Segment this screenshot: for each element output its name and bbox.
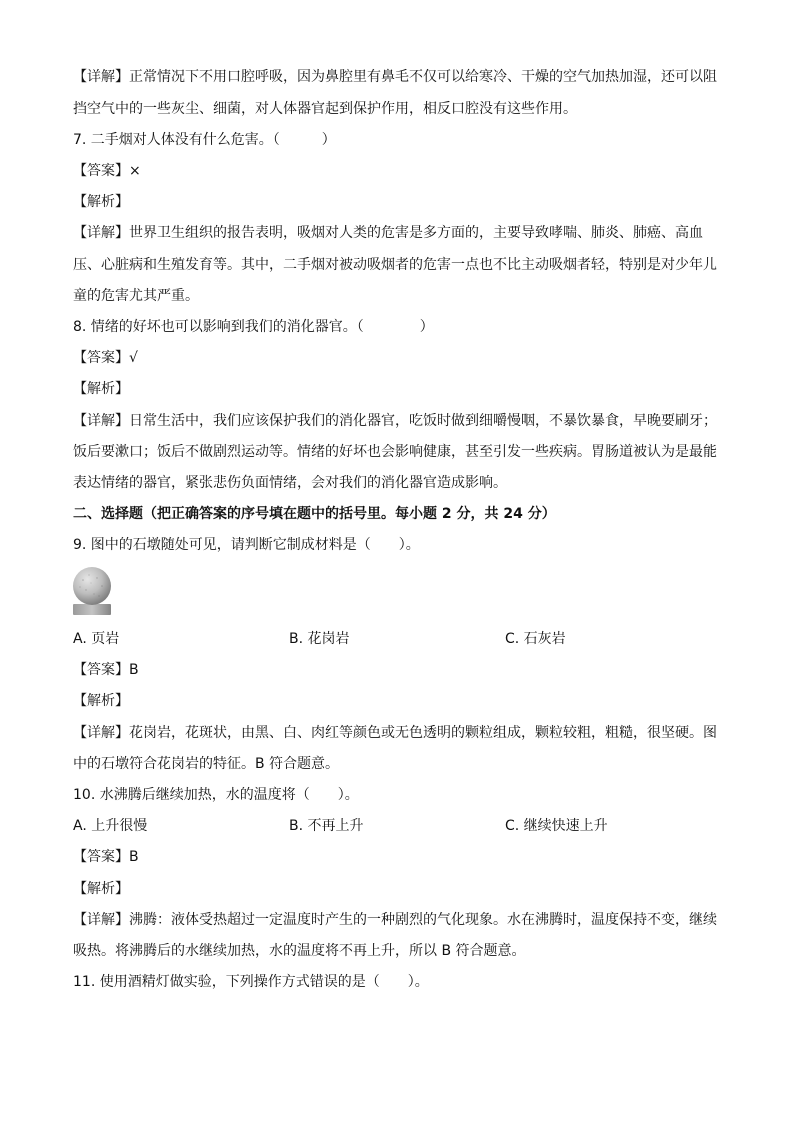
detail-line: 童的危害尤其严重。 (73, 288, 199, 304)
analysis-label: 【解析】 (73, 693, 129, 709)
detail-line: 【详解】日常生活中，我们应该保护我们的消化器官，吃饭时做到细嚼慢咽，不暴饮暴食，早晚要刷牙； (73, 413, 717, 429)
detail-line: 中的石墩符合花岗岩的特征。B 符合题意。 (73, 756, 340, 772)
detail-line: 表达情绪的器官，紧张悲伤负面情绪，会对我们的消化器官造成影响。 (73, 475, 507, 491)
analysis-label: 【解析】 (73, 881, 129, 897)
detail-line: 【详解】沸腾：液体受热超过一定温度时产生的一种剧烈的气化现象。水在沸腾时，温度保持不变，继续 (73, 912, 717, 928)
detail-line: 【详解】正常情况下不用口腔呼吸，因为鼻腔里有鼻毛不仅可以给寒冷、干燥的空气加热加湿，还可以阻 (73, 69, 717, 85)
detail-line: 饭后要漱口；饭后不做剧烈运动等。情绪的好坏也会影响健康，甚至引发一些疾病。胃肠道被认为是最能 (73, 444, 717, 460)
detail-line: 【详解】花岗岩，花斑状，由黑、白、肉红等颜色或无色透明的颗粒组成，颗粒较粗，粗糙，很坚硬。图 (73, 725, 717, 741)
answer-8: 【答案】√ (73, 350, 138, 366)
option-a: A. 页岩 (73, 631, 120, 647)
question-9: 9. 图中的石墩随处可见，请判断它制成材料是（ ）。 (73, 537, 420, 553)
question-11: 11. 使用酒精灯做实验，下列操作方式错误的是（ ）。 (73, 974, 429, 990)
option-c: C. 石灰岩 (505, 631, 566, 647)
detail-line: 挡空气中的一些灰尘、细菌，对人体器官起到保护作用，相反口腔没有这些作用。 (73, 101, 577, 117)
question-8: 8. 情绪的好坏也可以影响到我们的消化器官。（ ） (73, 319, 434, 335)
answer-7: 【答案】× (73, 163, 141, 179)
section-heading: 二、选择题（把正确答案的序号填在题中的括号里。每小题 2 分，共 24 分） (73, 506, 556, 522)
option-b: B. 花岗岩 (289, 631, 350, 647)
option-b: B. 不再上升 (289, 818, 364, 834)
answer-9: 【答案】B (73, 662, 139, 678)
analysis-label: 【解析】 (73, 194, 129, 210)
detail-line: 吸热。将沸腾后的水继续加热，水的温度将不再上升，所以 B 符合题意。 (73, 943, 526, 959)
option-c: C. 继续快速上升 (505, 818, 608, 834)
answer-10: 【答案】B (73, 849, 139, 865)
granite-ball-bollard-icon (69, 566, 115, 616)
analysis-label: 【解析】 (73, 381, 129, 397)
option-a: A. 上升很慢 (73, 818, 148, 834)
question-10: 10. 水沸腾后继续加热，水的温度将（ ）。 (73, 787, 359, 803)
detail-line: 压、心脏病和生殖发育等。其中，二手烟对被动吸烟者的危害一点也不比主动吸烟者轻，特别是对少年儿 (73, 257, 717, 273)
question-7: 7. 二手烟对人体没有什么危害。（ ） (73, 132, 336, 148)
detail-line: 【详解】世界卫生组织的报告表明，吸烟对人类的危害是多方面的，主要导致哮喘、肺炎、肺癌、高血 (73, 225, 703, 241)
